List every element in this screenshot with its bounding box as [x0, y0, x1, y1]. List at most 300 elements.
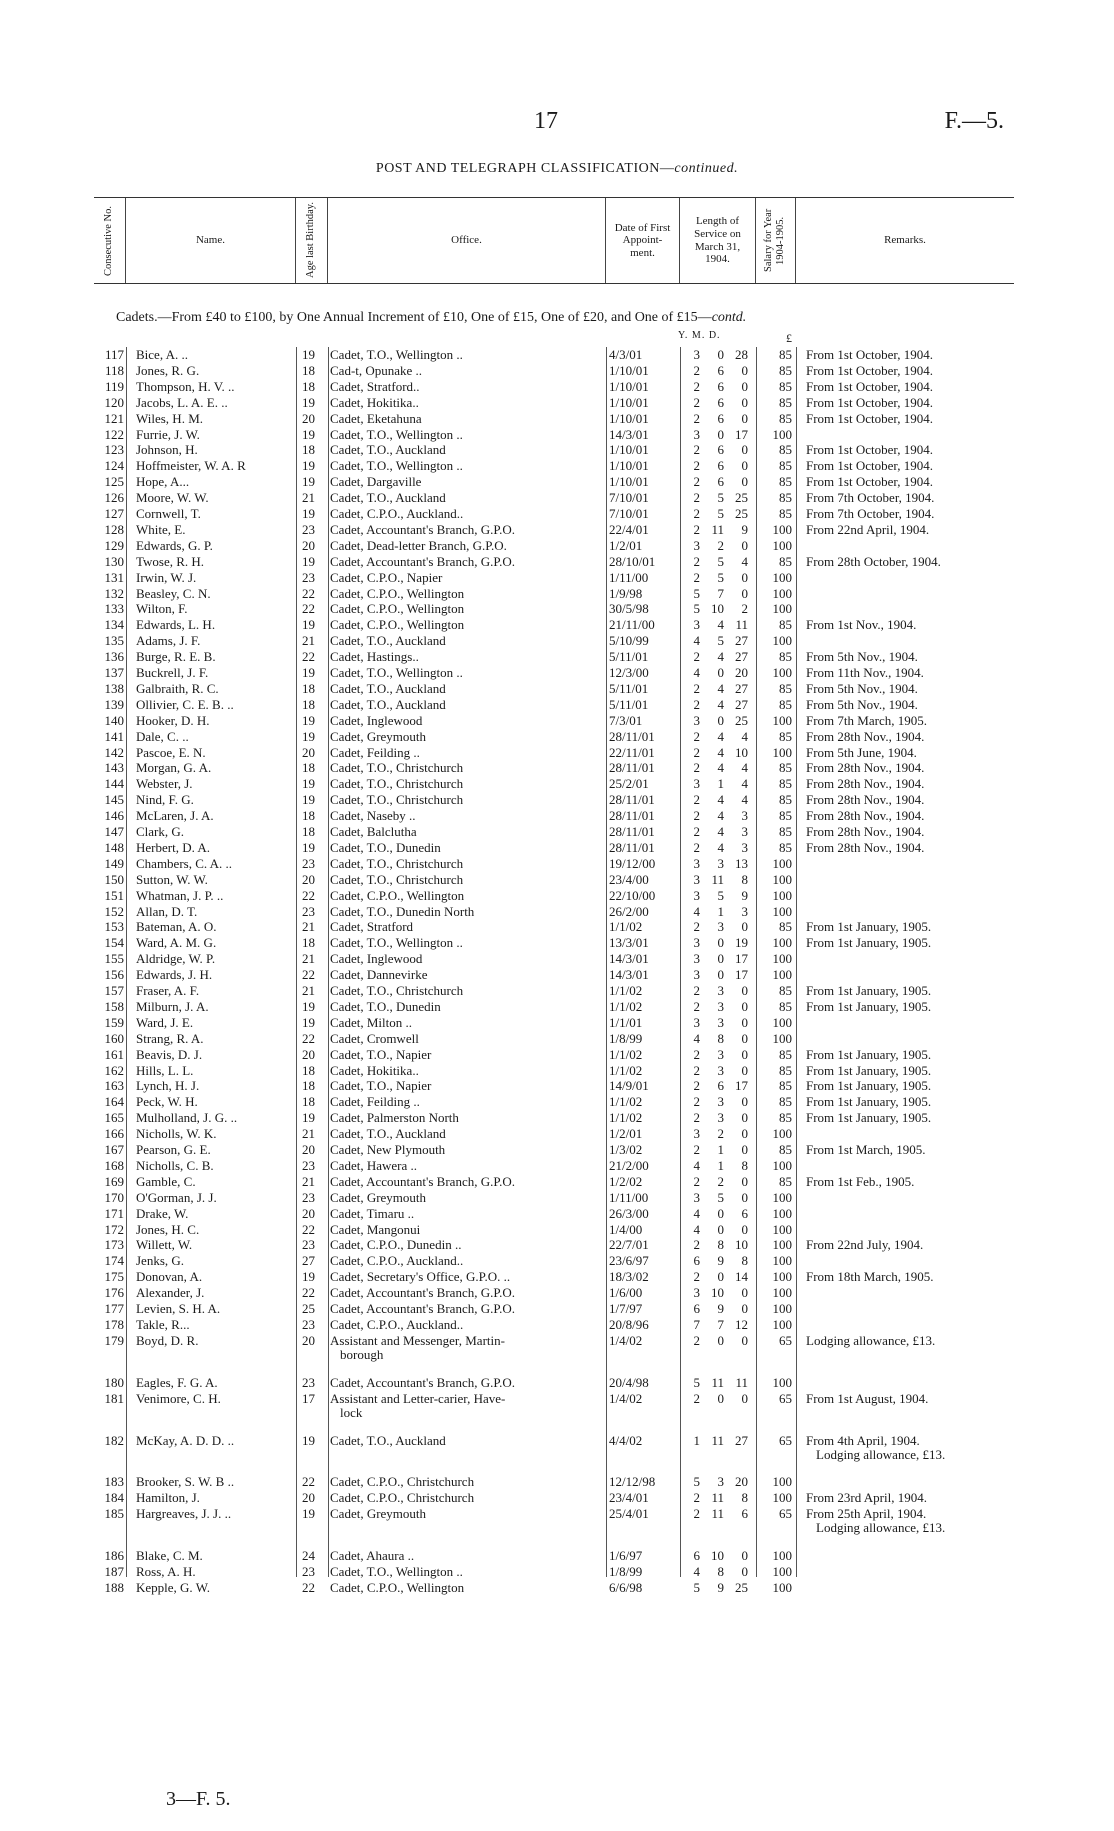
cell-date: 26/2/00: [609, 903, 649, 919]
cell-name: Willett, W.: [136, 1237, 193, 1253]
cell-sal: 100: [772, 1374, 792, 1390]
cell-y: 3: [693, 887, 700, 903]
cell-name: Edwards, L. H.: [136, 617, 216, 633]
cell-sal: 85: [779, 696, 792, 712]
cell-no: 130: [104, 553, 124, 569]
cell-office: Cadet, Hokitika..: [330, 394, 419, 410]
cell-age: 19: [302, 1014, 315, 1030]
cell-date: 1/4/00: [609, 1221, 643, 1237]
cell-d: 4: [741, 553, 748, 569]
cell-age: 23: [302, 1157, 315, 1173]
cell-office: Cadet, T.O., Napier: [330, 1078, 432, 1094]
cell-m: 8: [717, 1237, 724, 1253]
cell-y: 4: [693, 1564, 700, 1579]
cell-d: 0: [741, 1142, 748, 1157]
cell-age: 22: [302, 1474, 315, 1490]
cell-y: 2: [693, 1390, 700, 1406]
cell-age: 22: [302, 967, 315, 983]
cell-office: Cadet, Accountant's Branch, G.P.O.: [330, 1285, 516, 1301]
cell-sal: 100: [772, 1157, 792, 1173]
cell-sal: 85: [779, 919, 792, 935]
cell-date: 23/6/97: [609, 1253, 649, 1269]
cell-y: 2: [693, 553, 700, 569]
cell-y: 2: [693, 474, 700, 490]
cell-name: Strang, R. A.: [136, 1030, 204, 1046]
cell-rem: From 1st Feb., 1905.: [806, 1173, 915, 1189]
cell-office: Cadet, T.O., Wellington ..: [330, 935, 463, 951]
cell-office: Cadet, Greymouth: [330, 1506, 427, 1522]
cell-no: 183: [104, 1474, 124, 1490]
cell-rem: From 1st January, 1905.: [806, 1110, 932, 1126]
cell-d: 9: [741, 521, 748, 537]
cell-date: 28/11/01: [609, 839, 655, 855]
cell-name: Levien, S. H. A.: [136, 1301, 221, 1316]
cell-date: 1/2/02: [609, 1173, 643, 1189]
cell-sal: 100: [772, 712, 792, 728]
cell-age: 23: [302, 1316, 315, 1332]
cell-m: 2: [717, 537, 724, 553]
cell-m: 5: [717, 887, 724, 903]
cell-age: 19: [302, 1269, 315, 1285]
cell-rem: From 1st Nov., 1904.: [806, 617, 917, 633]
cell-age: 24: [302, 1548, 315, 1564]
cell-sal: 100: [772, 1126, 792, 1142]
cell-no: 131: [104, 569, 124, 585]
cell-sal: 65: [779, 1432, 792, 1448]
cell-date: 1/10/01: [609, 362, 649, 378]
cell-sal: 85: [779, 490, 792, 506]
cell-d: 0: [741, 1564, 748, 1579]
cell-no: 127: [104, 506, 124, 521]
cell-rem: From 5th Nov., 1904.: [806, 680, 918, 696]
cell-age: 20: [302, 1046, 315, 1062]
page-title: [0, 161, 1114, 177]
cell-no: 160: [104, 1030, 124, 1046]
cell-d: 9: [741, 887, 748, 903]
cell-office: Cadet, Accountant's Branch, G.P.O.: [330, 1301, 516, 1316]
cell-office: Cadet, Dead-letter Branch, G.P.O.: [330, 537, 507, 553]
cell-date: 1/3/02: [609, 1142, 643, 1157]
cell-office: Cadet, T.O., Christchurch: [330, 792, 464, 808]
cell-office: Cadet, C.P.O., Wellington: [330, 617, 465, 633]
cell-rem: From 1st October, 1904.: [806, 362, 933, 378]
cell-no: 126: [104, 490, 124, 506]
cell-no: 146: [104, 808, 124, 824]
cell-d: 3: [741, 839, 748, 855]
cell-name: Edwards, G. P.: [136, 537, 213, 553]
cell-name: Sutton, W. W.: [136, 871, 208, 887]
cell-date: 12/12/98: [609, 1474, 656, 1490]
cell-no: 155: [104, 951, 124, 967]
cell-m: 3: [717, 1110, 724, 1126]
cell-age: 27: [302, 1253, 315, 1269]
cell-name: Hills, L. L.: [136, 1062, 194, 1078]
cell-sal: 100: [772, 1221, 792, 1237]
cell-rem: From 1st October, 1904.: [806, 410, 933, 426]
cell-date: 20/4/98: [609, 1374, 649, 1390]
cell-age: 18: [302, 696, 315, 712]
cell-date: 28/10/01: [609, 553, 656, 569]
cell-office: Cadet, T.O., Dunedin North: [330, 903, 475, 919]
cell-sal: 100: [772, 569, 792, 585]
cell-name: Nicholls, W. K.: [136, 1126, 217, 1142]
cell-age: 18: [302, 1078, 315, 1094]
cell-date: 1/6/00: [609, 1285, 643, 1301]
cell-name: Bateman, A. O.: [136, 919, 217, 935]
cell-rem: From 1st January, 1905.: [806, 1062, 932, 1078]
cell-no: 117: [104, 347, 124, 362]
cell-age: 19: [302, 998, 315, 1014]
cell-name: Edwards, J. H.: [136, 967, 213, 983]
cell-name: Allan, D. T.: [136, 903, 198, 919]
cell-age: 23: [302, 1189, 315, 1205]
cell-y: 3: [693, 712, 700, 728]
cell-date: 1/1/02: [609, 983, 643, 998]
cell-d: 27: [735, 680, 748, 696]
cell-rem: From 28th October, 1904.: [806, 553, 941, 569]
cell-sal: 85: [779, 649, 792, 665]
cell-rem: From 1st January, 1905.: [806, 1094, 932, 1110]
cell-date: 1/2/01: [609, 537, 643, 553]
cell-y: 2: [693, 410, 700, 426]
cell-date: 28/11/01: [609, 808, 655, 824]
cell-date: 1/10/01: [609, 378, 649, 394]
cell-m: 1: [717, 1142, 724, 1157]
cell-name: Hoffmeister, W. A. R: [136, 458, 246, 474]
cell-y: 5: [693, 585, 700, 601]
cell-d: 27: [735, 1432, 748, 1448]
cell-m: 6: [717, 458, 724, 474]
cell-m: 10: [711, 601, 724, 617]
cell-name: Twose, R. H.: [136, 553, 205, 569]
cell-y: 2: [693, 1332, 700, 1348]
cell-d: 0: [741, 378, 748, 394]
cell-date: 21/11/00: [609, 617, 655, 633]
cell-m: 4: [717, 617, 724, 633]
cell-no: 128: [104, 521, 124, 537]
cell-date: 21/2/00: [609, 1157, 649, 1173]
cell-y: 1: [693, 1432, 700, 1448]
cell-no: 157: [104, 983, 124, 998]
cell-age: 19: [302, 458, 315, 474]
cell-m: 4: [717, 744, 724, 760]
cell-age: 22: [302, 1221, 315, 1237]
cell-no: 141: [104, 728, 124, 744]
cell-rem: From 1st August, 1904.: [806, 1390, 929, 1406]
cell-y: 6: [693, 1253, 700, 1269]
cell-no: 187: [104, 1564, 124, 1579]
cell-no: 163: [104, 1078, 124, 1094]
cell-date: 1/1/02: [609, 1062, 643, 1078]
cell-sal: 85: [779, 442, 792, 458]
cell-sal: 85: [779, 553, 792, 569]
cell-age: 23: [302, 569, 315, 585]
cell-date: 1/1/02: [609, 1046, 643, 1062]
cell-m: 4: [717, 824, 724, 839]
cell-no: 154: [104, 935, 124, 951]
column-rule: [606, 347, 607, 1577]
cell-sal: 85: [779, 1094, 792, 1110]
cell-d: 0: [741, 1189, 748, 1205]
cell-y: 2: [693, 1046, 700, 1062]
cell-name: Bice, A. ..: [136, 347, 188, 362]
cell-rem: From 22nd July, 1904.: [806, 1237, 924, 1253]
cell-d: 8: [741, 1157, 748, 1173]
cell-office: Cadet, Greymouth: [330, 1189, 427, 1205]
header-name: Name.: [126, 198, 296, 283]
cell-date: 6/6/98: [609, 1579, 643, 1595]
cell-age: 19: [302, 839, 315, 855]
cell-no: 122: [104, 426, 124, 442]
cell-age: 23: [302, 521, 315, 537]
cell-m: 6: [717, 474, 724, 490]
column-rule: [126, 347, 127, 1577]
cell-sal: 100: [772, 1548, 792, 1564]
cell-office: Cadet, Stratford: [330, 919, 414, 935]
cell-no: 164: [104, 1094, 124, 1110]
cell-sal: 85: [779, 362, 792, 378]
cell-name: Whatman, J. P. ..: [136, 887, 224, 903]
cell-d: 3: [741, 808, 748, 824]
cell-m: 0: [717, 1269, 724, 1285]
cell-age: 18: [302, 362, 315, 378]
cell-name: Eagles, F. G. A.: [136, 1374, 218, 1390]
cell-d: 13: [735, 855, 748, 871]
cell-date: 1/1/02: [609, 919, 643, 935]
cell-y: 2: [693, 1173, 700, 1189]
cell-sal: 85: [779, 983, 792, 998]
cell-office: Cadet, T.O., Wellington ..: [330, 665, 463, 680]
cell-y: 5: [693, 601, 700, 617]
cell-m: 6: [717, 378, 724, 394]
cell-d: 27: [735, 633, 748, 649]
cell-office: Cadet, C.P.O., Auckland..: [330, 1253, 464, 1269]
cell-sal: 85: [779, 378, 792, 394]
cell-office: Cadet, C.P.O., Wellington: [330, 601, 465, 617]
cell-d: 8: [741, 871, 748, 887]
cell-office: Cadet, Accountant's Branch, G.P.O.: [330, 553, 516, 569]
cell-y: 2: [693, 521, 700, 537]
cell-sal: 85: [779, 1046, 792, 1062]
cell-name: Takle, R...: [136, 1316, 190, 1332]
cell-rem: From 1st March, 1905.: [806, 1142, 926, 1157]
cell-age: 21: [302, 951, 315, 967]
cell-m: 1: [717, 903, 724, 919]
cell-sal: 85: [779, 410, 792, 426]
cell-name: McLaren, J. A.: [136, 808, 214, 824]
cell-date: 28/11/01: [609, 792, 655, 808]
cell-y: 3: [693, 935, 700, 951]
cell-d: 6: [741, 1506, 748, 1522]
cell-m: 3: [717, 983, 724, 998]
cell-m: 3: [717, 855, 724, 871]
column-rule: [328, 347, 329, 1577]
cell-d: 0: [741, 474, 748, 490]
cell-date: 28/11/01: [609, 728, 655, 744]
cell-d: 4: [741, 728, 748, 744]
cell-rem: From 28th Nov., 1904.: [806, 824, 925, 839]
cell-name: Blake, C. M.: [136, 1548, 203, 1564]
cell-age: 25: [302, 1301, 315, 1316]
cell-age: 23: [302, 1374, 315, 1390]
cell-rem: From 28th Nov., 1904.: [806, 728, 925, 744]
cell-y: 6: [693, 1548, 700, 1564]
cell-office: Assistant and Messenger, Martin-: [330, 1332, 505, 1348]
cell-office: Cadet, C.P.O., Wellington: [330, 887, 465, 903]
cell-sal: 100: [772, 1253, 792, 1269]
cell-m: 0: [717, 1205, 724, 1221]
cell-rem: From 1st October, 1904.: [806, 458, 933, 474]
cell-sal: 100: [772, 871, 792, 887]
cell-age: 21: [302, 490, 315, 506]
header-age: Age last Birthday.: [296, 198, 328, 283]
cell-office: Cadet, Mangonui: [330, 1221, 421, 1237]
cell-m: 4: [717, 696, 724, 712]
cell-no: 174: [104, 1253, 124, 1269]
cell-y: 7: [693, 1316, 700, 1332]
cell-rem: From 28th Nov., 1904.: [806, 792, 925, 808]
cell-age: 18: [302, 1094, 315, 1110]
cell-m: 3: [717, 919, 724, 935]
header-salary: Salary for Year 1904-1905.: [756, 198, 796, 283]
cell-office: Cadet, Feilding ..: [330, 744, 420, 760]
cell-sal: 100: [772, 951, 792, 967]
cell-y: 4: [693, 1157, 700, 1173]
cell-sal: 100: [772, 1490, 792, 1506]
cell-name: Burge, R. E. B.: [136, 649, 216, 665]
cell-date: 7/10/01: [609, 506, 649, 521]
cell-d: 20: [735, 1474, 748, 1490]
cell-rem: From 18th March, 1905.: [806, 1269, 934, 1285]
cell-age: 18: [302, 824, 315, 839]
cell-sal: 85: [779, 1110, 792, 1126]
cell-no: 188: [104, 1579, 124, 1595]
cell-d: 14: [735, 1269, 748, 1285]
cell-office: Cadet, Cromwell: [330, 1030, 419, 1046]
cell-sal: 85: [779, 1062, 792, 1078]
cell-no: 132: [104, 585, 124, 601]
cell-age: 19: [302, 474, 315, 490]
cell-name: Ward, J. E.: [136, 1014, 194, 1030]
cell-d: 8: [741, 1490, 748, 1506]
cell-rem: From 7th October, 1904.: [806, 490, 935, 506]
cell-sal: 100: [772, 633, 792, 649]
cell-office: Cadet, Eketahuna: [330, 410, 422, 426]
cell-rem: From 1st October, 1904.: [806, 394, 933, 410]
cell-m: 3: [717, 998, 724, 1014]
cell-office: Cadet, T.O., Auckland: [330, 442, 446, 458]
cell-m: 5: [717, 490, 724, 506]
cell-sal: 85: [779, 1173, 792, 1189]
cell-y: 3: [693, 617, 700, 633]
cell-d: 0: [741, 1126, 748, 1142]
cell-y: 3: [693, 776, 700, 792]
cell-age: 19: [302, 1110, 315, 1126]
cell-name: Cornwell, T.: [136, 506, 201, 521]
cell-age: 19: [302, 776, 315, 792]
cell-y: 2: [693, 362, 700, 378]
cell-name: Venimore, C. H.: [136, 1390, 221, 1406]
cell-d: 4: [741, 792, 748, 808]
cell-age: 20: [302, 1142, 315, 1157]
cell-age: 17: [302, 1390, 315, 1406]
cell-age: 18: [302, 935, 315, 951]
cell-d: 25: [735, 490, 748, 506]
cell-name: Herbert, D. A.: [136, 839, 211, 855]
cell-m: 5: [717, 569, 724, 585]
cell-sal: 100: [772, 1285, 792, 1301]
cell-d: 17: [735, 426, 748, 442]
cell-rem: From 28th Nov., 1904.: [806, 839, 925, 855]
cell-no: 120: [104, 394, 124, 410]
cell-m: 8: [717, 1564, 724, 1579]
cell-rem: From 1st January, 1905.: [806, 1078, 932, 1094]
cell-y: 2: [693, 394, 700, 410]
cell-no: 121: [104, 410, 124, 426]
cell-date: 1/8/99: [609, 1030, 643, 1046]
cell-d: 0: [741, 1390, 748, 1406]
cell-m: 10: [711, 1285, 724, 1301]
cell-office: Cadet, Accountant's Branch, G.P.O.: [330, 521, 516, 537]
cell-rem: From 25th April, 1904.: [806, 1506, 927, 1522]
cell-name: Pascoe, E. N.: [136, 744, 206, 760]
cell-y: 2: [693, 1269, 700, 1285]
cell-y: 2: [693, 998, 700, 1014]
cell-name: Chambers, C. A. ..: [136, 855, 233, 871]
cell-d: 25: [735, 506, 748, 521]
cell-y: 2: [693, 506, 700, 521]
cell-office: Cadet, Timaru ..: [330, 1205, 415, 1221]
cell-age: 22: [302, 585, 315, 601]
cell-m: 1: [717, 776, 724, 792]
cell-rem: From 1st January, 1905.: [806, 1046, 932, 1062]
cell-name: Thompson, H. V. ..: [136, 378, 235, 394]
cell-date: 14/3/01: [609, 951, 649, 967]
cell-name: Lynch, H. J.: [136, 1078, 200, 1094]
cell-sal: 100: [772, 1030, 792, 1046]
parliamentary-paper-ref: F.—5.: [944, 108, 1004, 134]
cell-name: Galbraith, R. C.: [136, 680, 219, 696]
cell-no: 148: [104, 839, 124, 855]
cell-age: 21: [302, 633, 315, 649]
cell-name: Boyd, D. R.: [136, 1332, 199, 1348]
cell-name: Irwin, W. J.: [136, 569, 197, 585]
cell-rem: From 1st October, 1904.: [806, 442, 933, 458]
cell-sal: 65: [779, 1332, 792, 1348]
cell-d: 6: [741, 1205, 748, 1221]
cell-age: 22: [302, 1579, 315, 1595]
cell-office: Cadet, Hawera ..: [330, 1157, 417, 1173]
cell-d: 0: [741, 1030, 748, 1046]
cell-date: 1/8/99: [609, 1564, 643, 1579]
cell-sal: 85: [779, 506, 792, 521]
cell-sal: 100: [772, 1474, 792, 1490]
cell-office: Cadet, T.O., Auckland: [330, 633, 446, 649]
cell-no: 145: [104, 792, 124, 808]
cell-remarks-cont: Lodging allowance, £13.: [816, 1446, 946, 1462]
cell-y: 2: [693, 378, 700, 394]
cell-y: 4: [693, 1205, 700, 1221]
cell-sal: 85: [779, 824, 792, 839]
cell-date: 1/1/01: [609, 1014, 643, 1030]
cell-name: Kepple, G. W.: [136, 1579, 211, 1595]
cell-y: 3: [693, 951, 700, 967]
cell-no: 177: [104, 1301, 124, 1316]
cell-age: 19: [302, 394, 315, 410]
cell-date: 1/10/01: [609, 458, 649, 474]
cell-sal: 100: [772, 601, 792, 617]
cell-no: 168: [104, 1157, 124, 1173]
